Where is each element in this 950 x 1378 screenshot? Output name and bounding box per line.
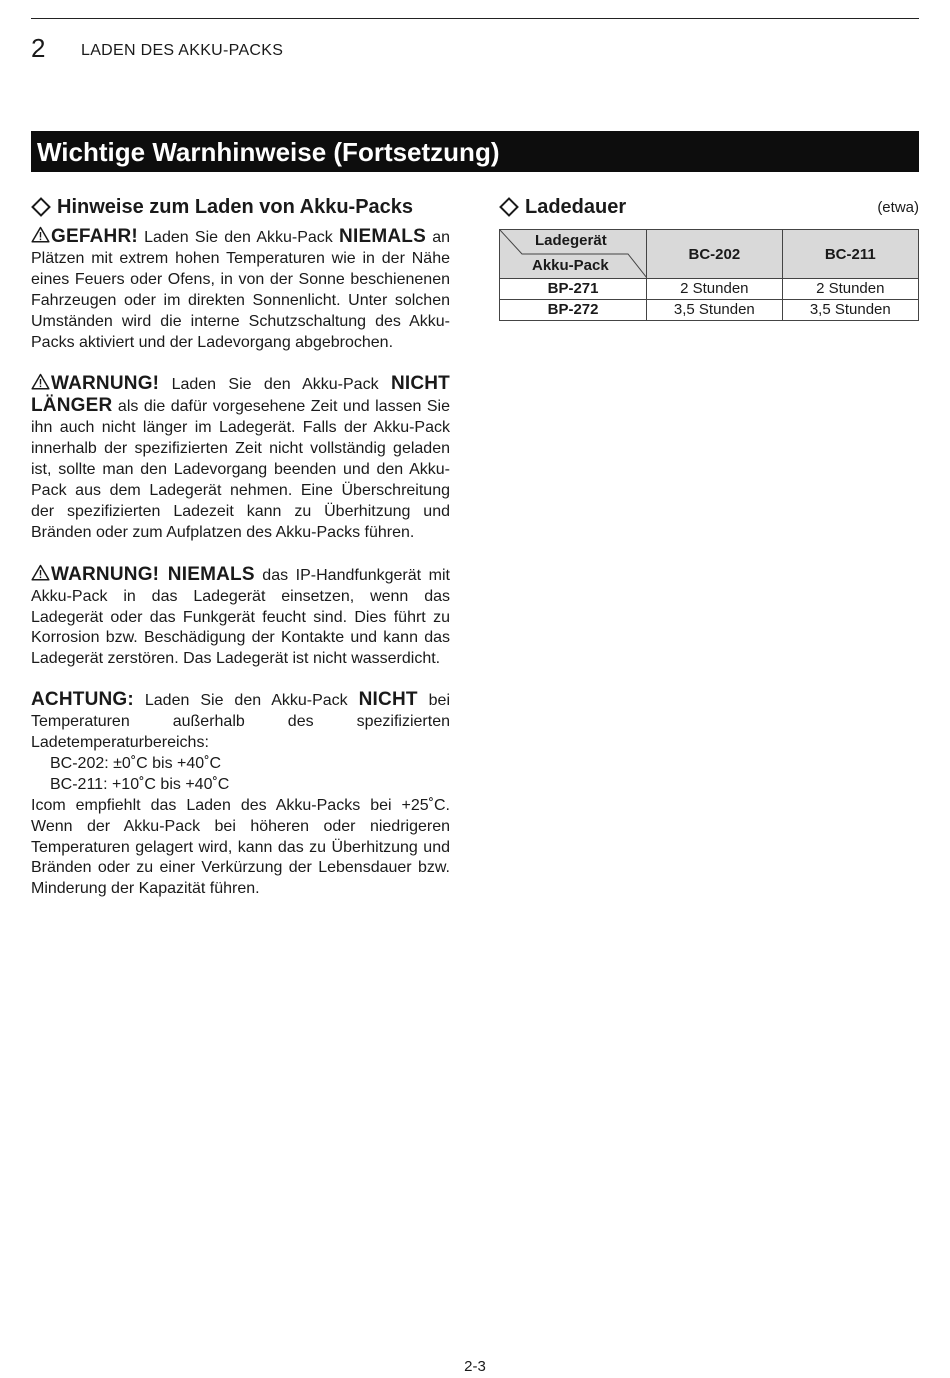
danger-text-b: an Plätzen mit extrem hohen Temperaturen wie in der Nähe eines Feuers oder Ofens, in von der Sonne beschienenen Fahrzeugen oder im direkten Sonnenlicht. Unter solchen Umständen wird die interne Schutzschaltung des Akku-Packs aktiviert und der Ladevorgang abgebrochen. — [31, 229, 450, 351]
table-header-row — [500, 230, 919, 279]
table-row — [500, 300, 919, 321]
column-header: BC-202 — [647, 230, 782, 279]
caution-emphasis: NICHT — [358, 689, 418, 711]
right-column — [499, 194, 919, 321]
column-header: BC-211 — [782, 230, 918, 279]
charging-time-table-wrap — [499, 229, 919, 321]
warning-moisture-text: das IP-Handfunkgerät mit Akku-Pack in das Ladegerät einsetzen, wenn das Ladegerät oder das Funkgerät feucht sind. Dies führt zu Korrosion bzw. Beschädigung der Kontakte und kann das Ladegerät zerstören. Das Ladegerät ist nicht wasserdicht. — [31, 566, 450, 668]
warning-moisture-label: WARNUNG! NIEMALS — [51, 563, 255, 585]
caution-text-b: bei Temperaturen außerhalb des spezifizierten Ladetemperaturbereichs: — [31, 692, 450, 752]
caution-label: ACHTUNG: — [31, 689, 134, 711]
warning-triangle-icon — [31, 373, 50, 390]
diamond-bullet-icon — [499, 197, 519, 217]
left-column — [31, 194, 450, 900]
table-cell: 3,5 Stunden — [782, 300, 918, 321]
section-title: Wichtige Warnhinweise (Fortsetzung) — [37, 137, 500, 167]
caution-text-c: Icom empfiehlt das Laden des Akku-Packs bei +25˚C. Wenn der Akku-Pack bei höheren oder niedrigeren Temperaturen gelagert wird, kann das zu Überhitzung und Bränden oder zu einer Verkürzung der Lebensdauer bzw. Minderung der Kapazität führen. — [31, 796, 450, 898]
charging-notes-heading-text: Hinweise zum Laden von Akku-Packs — [57, 196, 414, 218]
table-cell: 3,5 Stunden — [647, 300, 782, 321]
caution-text-a: Laden Sie den Akku-Pack — [133, 692, 359, 710]
warning-emphasis: NICHT LÄNGER — [31, 373, 450, 417]
charging-notes-heading — [31, 194, 450, 220]
table-cell: 2 Stunden — [647, 279, 782, 300]
charging-time-table — [499, 229, 919, 321]
approx-note: (etwa) — [877, 199, 919, 216]
row-header: BP-272 — [500, 300, 647, 321]
chapter-title: LADEN DES AKKU-PACKS — [81, 42, 284, 59]
charging-time-heading — [499, 194, 919, 220]
diamond-bullet-icon — [31, 197, 51, 217]
row-header: BP-271 — [500, 279, 647, 300]
charging-time-heading-text: Ladedauer — [525, 196, 627, 218]
top-rule — [31, 18, 919, 19]
danger-paragraph — [31, 226, 450, 353]
warning-label: WARNUNG! — [51, 373, 160, 395]
corner-label-charger: Ladegerät — [535, 232, 607, 249]
table-cell: 2 Stunden — [782, 279, 918, 300]
corner-label-pack: Akku-Pack — [532, 257, 609, 274]
caution-paragraph — [31, 690, 450, 900]
danger-label: GEFAHR! — [51, 226, 138, 247]
temp-range-bc211: BC-211: +10˚C bis +40˚C — [50, 775, 230, 793]
warning-overcharge-paragraph — [31, 373, 450, 543]
warning-triangle-icon — [31, 226, 50, 243]
chapter-number: 2 — [31, 33, 46, 63]
warning-moisture-paragraph — [31, 564, 450, 671]
section-banner — [31, 131, 919, 172]
warning-triangle-icon — [31, 564, 50, 581]
table-corner-cell — [500, 230, 647, 279]
page-number: 2-3 — [464, 1358, 486, 1375]
danger-text-a: Laden Sie den Akku-Pack — [137, 229, 340, 246]
temp-range-bc202: BC-202: ±0˚C bis +40˚C — [50, 754, 222, 772]
warning-text-a: Laden Sie den Akku-Pack — [159, 376, 391, 394]
warning-text-b: als die dafür vorgesehene Zeit und lassen Sie ihn auch nicht länger im Ladegerät. Falls der Akku-Pack innerhalb der spezifizierten Zeit nicht vollständig geladen ist, sollte man den Ladevorgang beenden und den Akku-Pack aus dem Ladegerät nehmen. Eine Überschreitung der spezifizierten Ladezeit kann zu Überhitzung und Bränden oder zum Aufplatzen des Akku-Packs führen. — [31, 398, 450, 541]
danger-emphasis: NIEMALS — [339, 226, 426, 247]
table-row — [500, 279, 919, 300]
